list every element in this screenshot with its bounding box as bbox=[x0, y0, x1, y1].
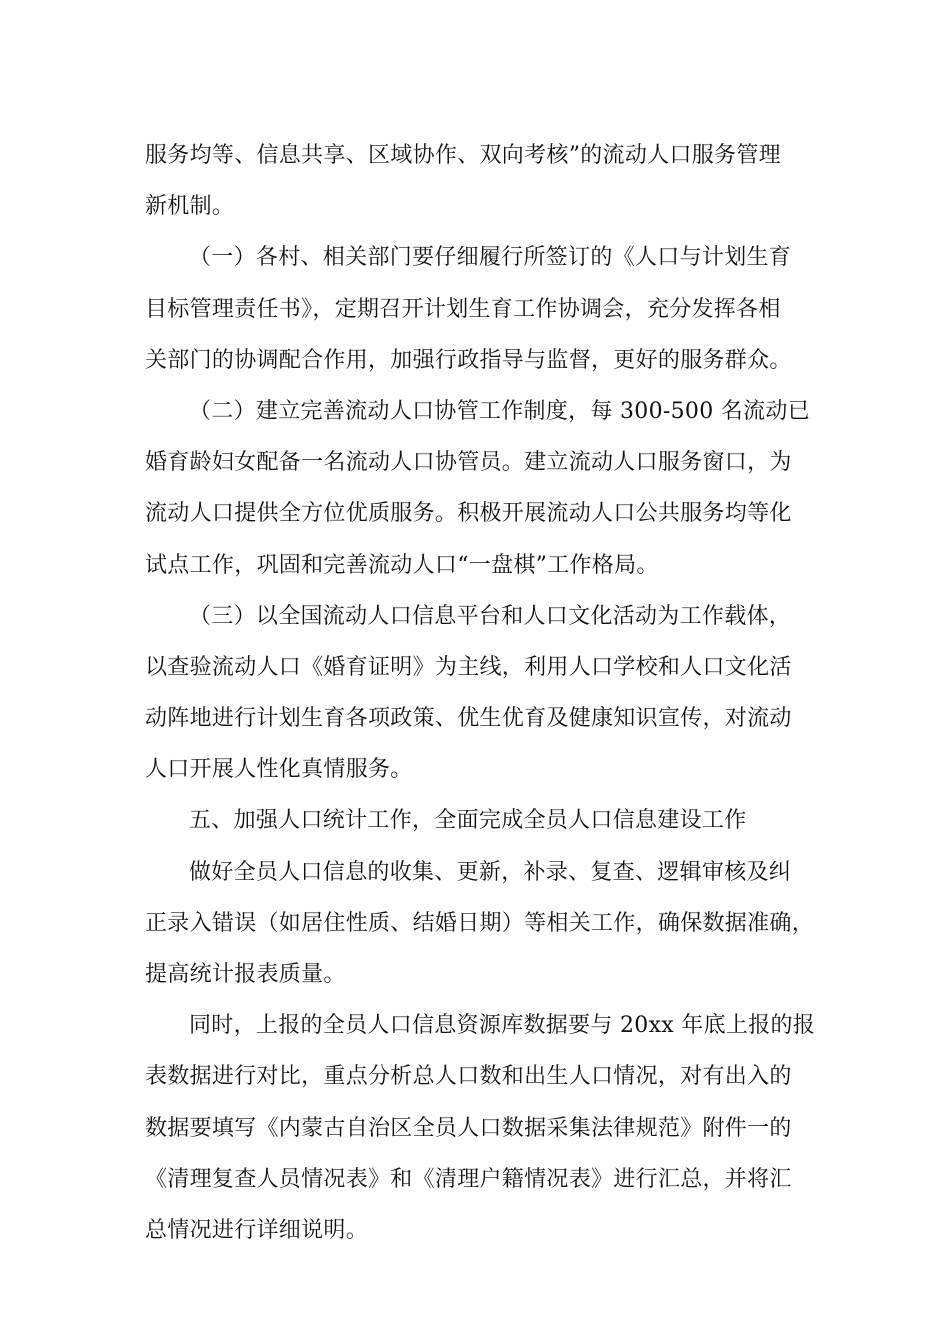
text-line: 总情况进行详细说明。 bbox=[145, 1217, 369, 1243]
text-line: 同时，上报的全员人口信息资源库数据要与 20xx 年底上报的报 bbox=[189, 1013, 816, 1039]
text-line: 目标管理责任书》，定期召开计划生育工作协调会，充分发挥各相 bbox=[145, 296, 781, 322]
text-line: 《清理复查人员情况表》和《清理户籍情况表》进行汇总，并将汇 bbox=[145, 1166, 792, 1192]
text-line: 表数据进行对比，重点分析总人口数和出生人口情况，对有出入的 bbox=[145, 1064, 792, 1090]
text-line: 提高统计报表质量。 bbox=[145, 962, 346, 987]
text-line: （二）建立完善流动人口协管工作制度，每 300-500 名流动已 bbox=[189, 398, 811, 424]
text-line: 动阵地进行计划生育各项政策、优生优育及健康知识宣传，对流动 bbox=[145, 706, 792, 732]
text-line: 以查验流动人口《婚育证明》为主线，利用人口学校和人口文化活 bbox=[145, 654, 792, 680]
text-line: （三）以全国流动人口信息平台和人口文化活动为工作载体， bbox=[189, 603, 792, 629]
text-line: 服务均等、信息共享、区域协作、双向考核”的流动人口服务管理 bbox=[145, 143, 781, 168]
text-line: 新机制。 bbox=[145, 194, 235, 220]
document-body bbox=[145, 130, 825, 1256]
section-heading: 五、加强人口统计工作，全面完成全员人口信息建设工作 bbox=[189, 808, 747, 834]
text-line: 流动人口提供全方位优质服务。积极开展流动人口公共服务均等化 bbox=[145, 501, 792, 527]
text-line: 关部门的协调配合作用，加强行政指导与监督，更好的服务群众。 bbox=[145, 347, 792, 373]
text-line: 数据要填写《内蒙古自治区全员人口数据采集法律规范》附件一的 bbox=[145, 1115, 792, 1141]
text-line: 试点工作，巩固和完善流动人口“一盘棋”工作格局。 bbox=[145, 552, 659, 578]
text-line: 婚育龄妇女配备一名流动人口协管员。建立流动人口服务窗口，为 bbox=[145, 450, 792, 476]
text-line: 正录入错误（如居住性质、结婚日期）等相关工作，确保数据准确， bbox=[145, 910, 815, 936]
text-line: （一）各村、相关部门要仔细履行所签订的《人口与计划生育 bbox=[189, 245, 792, 271]
text-line: 做好全员人口信息的收集、更新，补录、复查、逻辑审核及纠 bbox=[189, 859, 792, 885]
text-line: 人口开展人性化真情服务。 bbox=[145, 757, 413, 783]
